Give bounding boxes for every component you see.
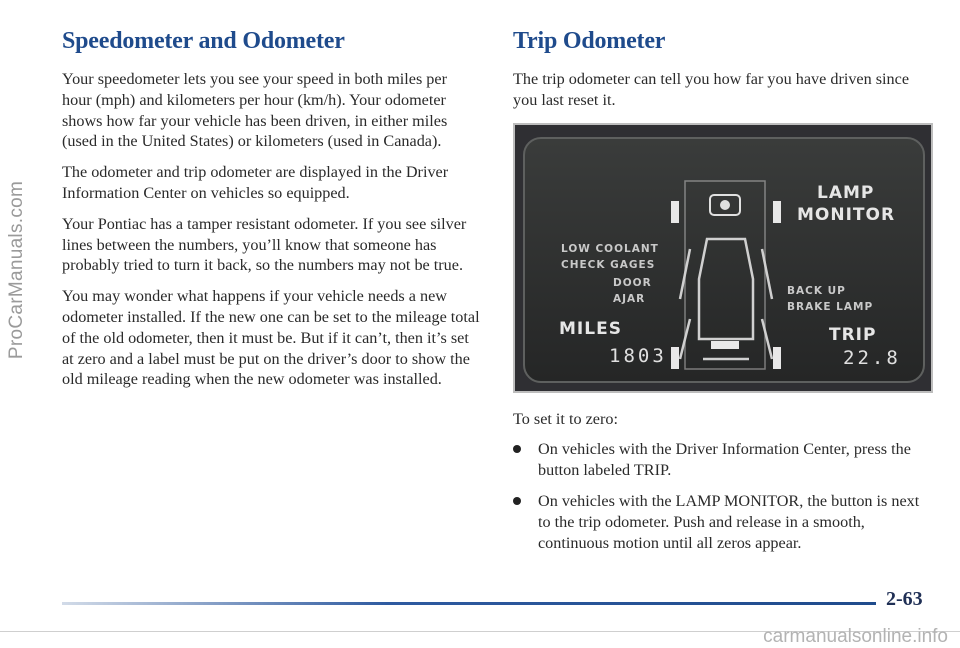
reset-heading: To set it to zero: <box>513 409 618 428</box>
lcd-back-up-label: BACK UP <box>787 284 846 297</box>
right-column <box>513 28 933 563</box>
lcd-lamp-label: LAMP <box>817 182 875 203</box>
bottom-watermark: carmanualsonline.info <box>763 626 948 647</box>
bullet-text: On vehicles with the LAMP MONITOR, the button is next to the trip odometer. Push and release in a smooth, continuous motion until all zeros appear. <box>538 491 920 552</box>
bullet-icon <box>513 497 521 505</box>
list-item <box>513 491 933 553</box>
lcd-ajar-label: AJAR <box>613 292 646 305</box>
side-watermark <box>2 90 32 450</box>
lcd-miles-value: 1803 <box>609 344 667 367</box>
bullet-text: On vehicles with the Driver Information Center, press the button labeled TRIP. <box>538 440 911 480</box>
side-watermark-text: ProCarManuals.com <box>6 180 27 360</box>
lcd-check-gages-label: CHECK GAGES <box>561 258 656 271</box>
lcd-display <box>523 137 925 383</box>
bullet-icon <box>513 445 521 453</box>
list-item <box>513 439 933 481</box>
paragraph: Your Pontiac has a tamper resistant odometer. If you see silver lines between the numbers, you’ll know that someone has probably tried to turn it back, so the numbers may not be true. <box>62 214 467 275</box>
page-number: 2-63 <box>886 588 923 610</box>
driver-information-center-photo <box>513 123 933 393</box>
lcd-trip-value: 22.8 <box>843 346 901 369</box>
section-title-speedometer: Speedometer and Odometer <box>62 28 345 54</box>
section-title-trip-odometer: Trip Odometer <box>513 28 666 54</box>
intro-paragraph: The trip odometer can tell you how far you have driven since you last reset it. <box>513 70 910 109</box>
paragraph: The odometer and trip odometer are displayed in the Driver Information Center on vehicles so equipped. <box>62 163 449 202</box>
left-column <box>62 28 480 400</box>
lcd-door-label: DOOR <box>613 276 652 289</box>
lcd-monitor-label: MONITOR <box>797 204 896 225</box>
footer-rule <box>62 602 876 605</box>
lcd-miles-label: MILES <box>559 318 622 339</box>
lcd-trip-label: TRIP <box>829 324 877 345</box>
paragraph: You may wonder what happens if your vehicle needs a new odometer installed. If the new one can be set to the mileage total of the old odometer, then it must be. But if it can’t, then it’s set at zero and a label must be put on the driver’s door to show the old mileage reading when the new odometer was installed. <box>62 287 480 389</box>
lcd-low-coolant-label: LOW COOLANT <box>561 242 659 255</box>
paragraph: Your speedometer lets you see your speed in both miles per hour (mph) and kilometers per hour (km/h). Your odometer shows how far your vehicle has been driven, in either miles (used in the United States) or kilometers (used in Canada). <box>62 70 448 151</box>
lcd-brake-lamp-label: BRAKE LAMP <box>787 300 874 313</box>
